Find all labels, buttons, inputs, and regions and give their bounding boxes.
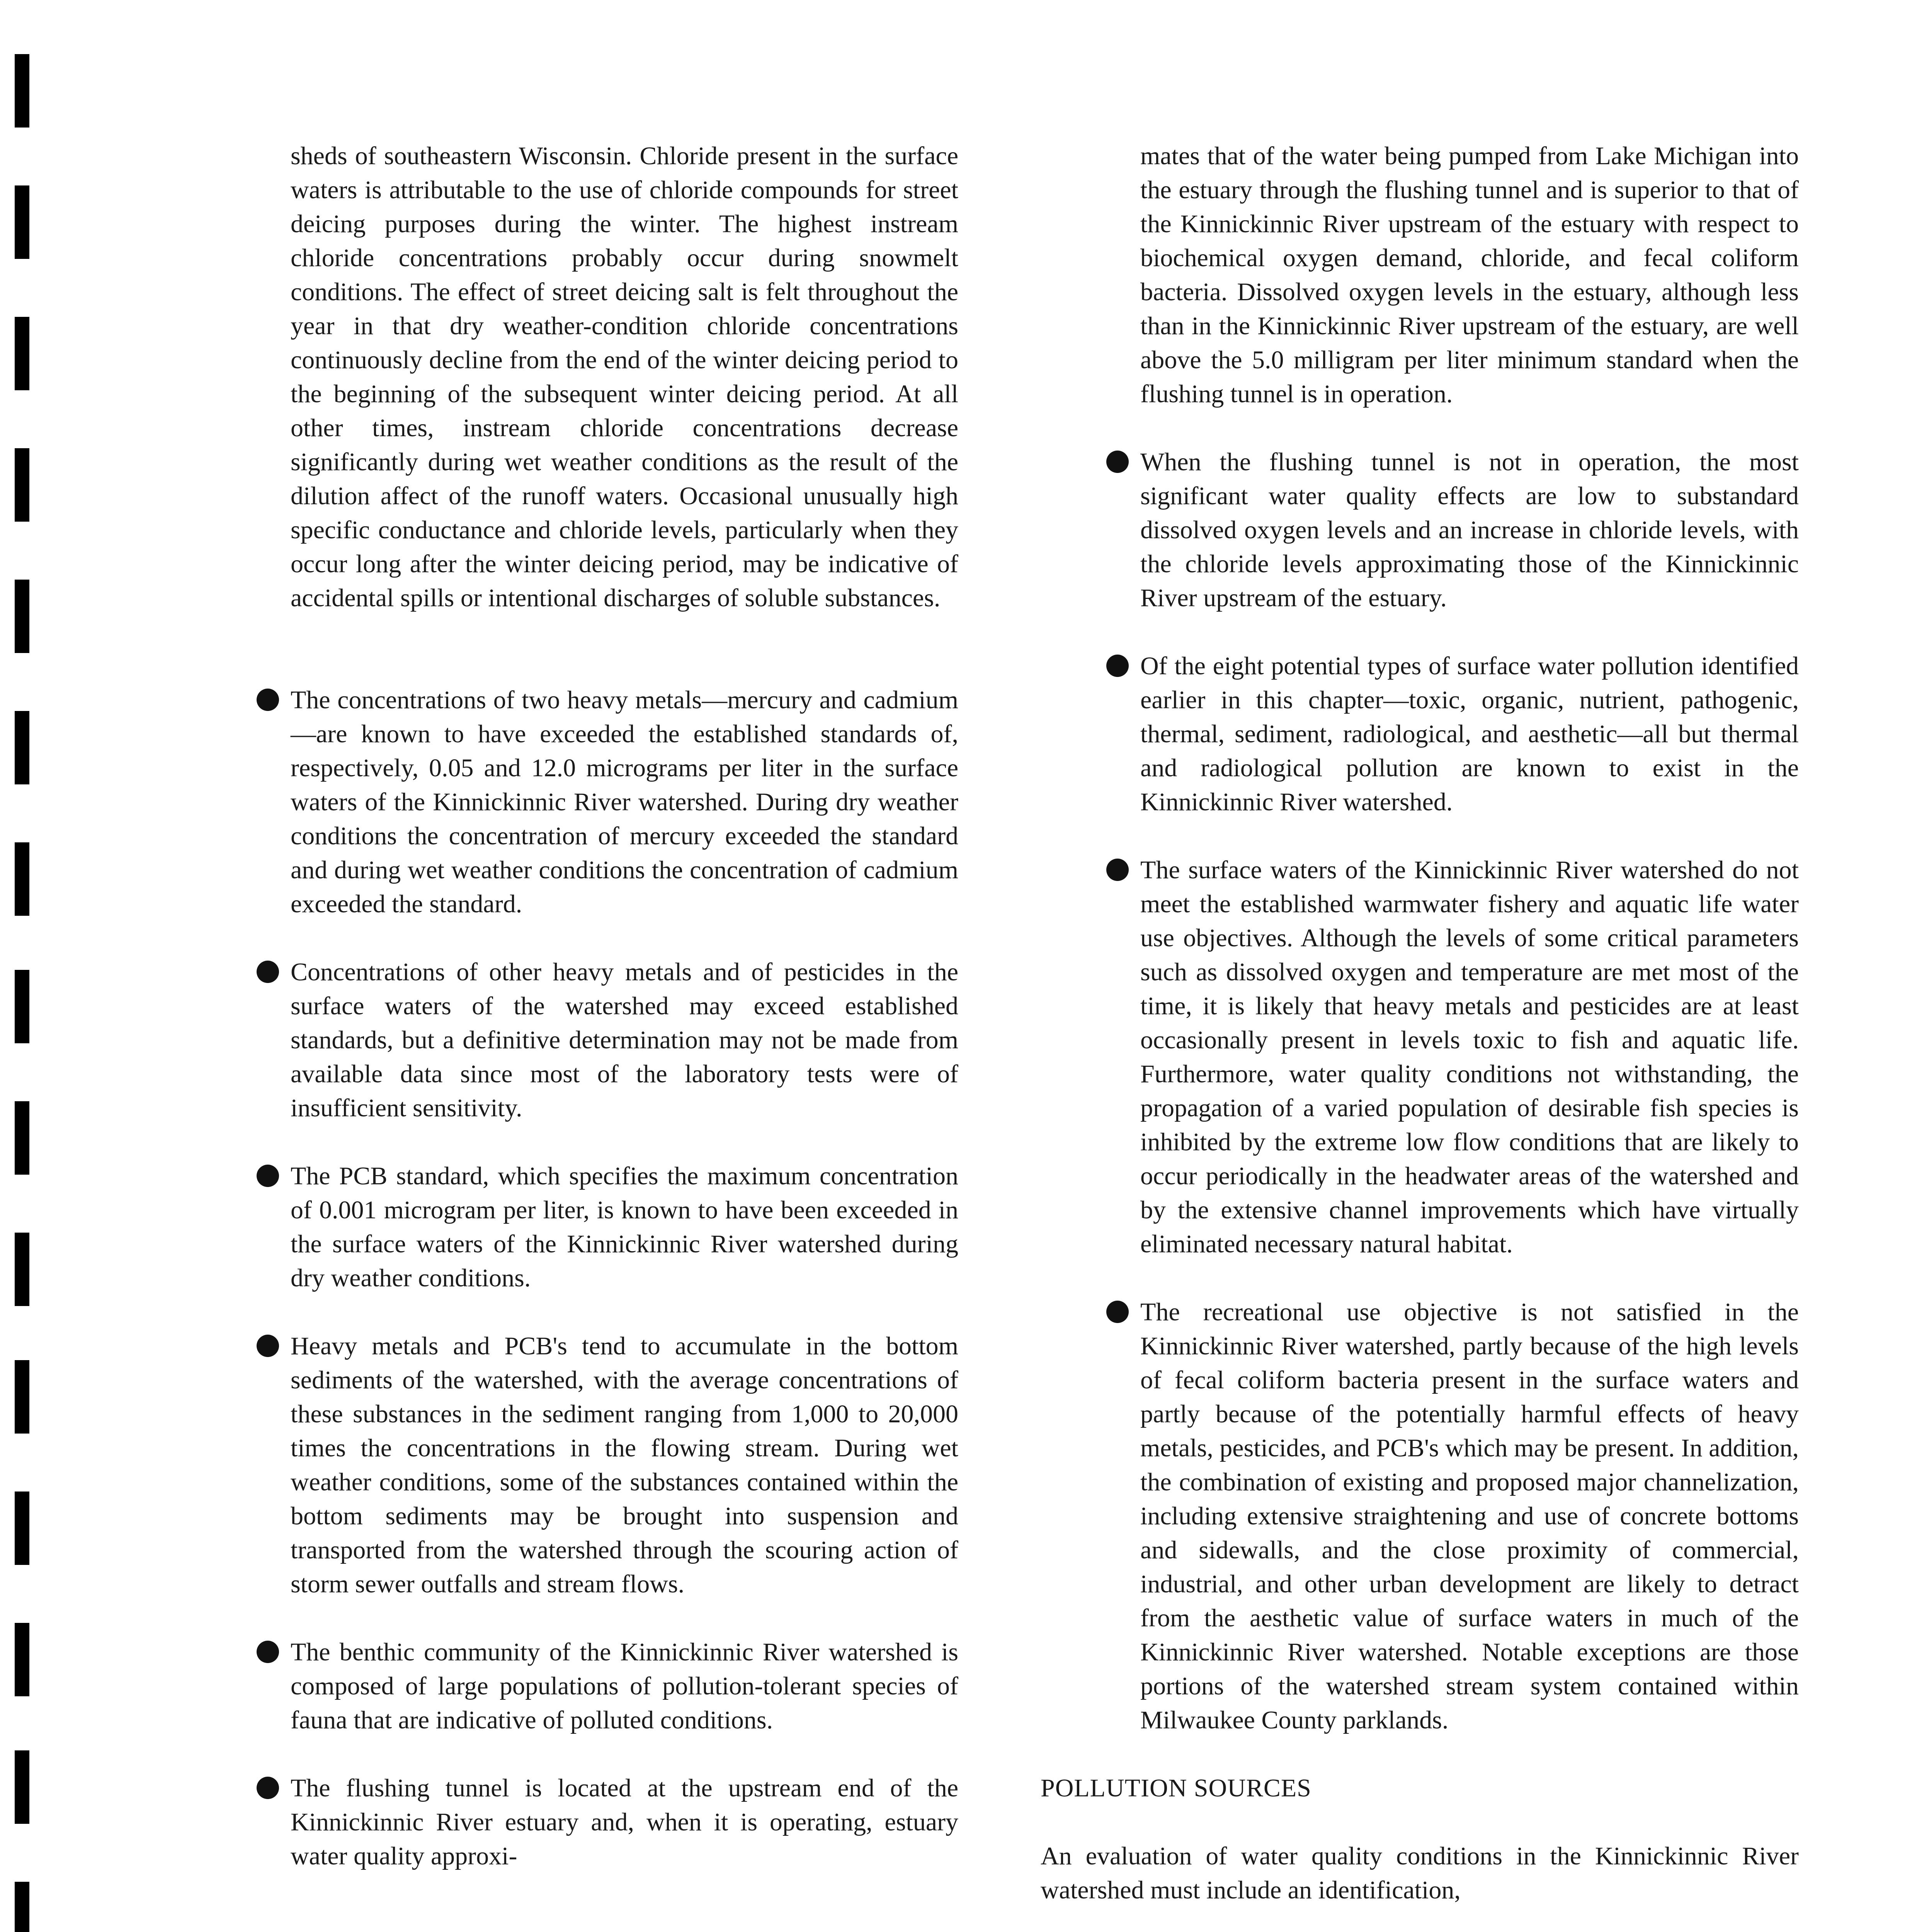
binding-mark bbox=[15, 711, 29, 784]
section-paragraph: An evaluation of water quality conditions in the Kinnickinnic River watershed must include an identification, bbox=[1041, 1842, 1799, 1904]
binding-mark bbox=[15, 842, 29, 916]
right-column bbox=[1041, 139, 1799, 1932]
bullet-text: The PCB standard, which specifies the maximum concentration of 0.001 microgram per liter, is known to have been exceeded in the surface waters of the Kinnickinnic River watershed during dry weather conditions. bbox=[291, 1162, 958, 1292]
bullet-item bbox=[1140, 1295, 1799, 1737]
section-heading: POLLUTION SOURCES bbox=[1041, 1774, 1311, 1802]
binding-mark bbox=[15, 1492, 29, 1565]
bullet-dot-icon bbox=[1106, 655, 1129, 677]
bullet-text: The flushing tunnel is located at the upstream end of the Kinnickinnic River estuary and, when it is operating, estuary water quality approxi- bbox=[291, 1774, 958, 1870]
bullet-item bbox=[291, 683, 958, 921]
intro-paragraph: sheds of southeastern Wisconsin. Chloride present in the surface waters is attributable to the use of chloride compounds for street deicing purposes during the winter. The highest instream chloride concentrations probably occur during snowmelt conditions. The effect of street deicing salt is felt throughout the year in that dry weather-condition chloride concentrations continuously decline from the end of the winter deicing period to the beginning of the subsequent winter deicing period. At all other times, instream chloride concentrations decrease significantly during wet weather conditions as the result of the dilution affect of the runoff waters. Occasional unusually high specific conductance and chloride levels, particularly when they occur long after the winter deicing period, may be indicative of accidental spills or intentional discharges of soluble substances. bbox=[291, 142, 958, 612]
bullet-text: The recreational use objective is not satisfied in the Kinnickinnic River watershed, partly because of the high levels of fecal coliform bacteria present in the surface waters and partly because of the potentially harmful effects of heavy metals, pesticides, and PCB's which may be present. In addition, the combination of existing and proposed major channelization, including extensive straightening and use of concrete bottoms and sidewalls, and the close proximity of commercial, industrial, and other urban development are likely to detract from the aesthetic value of surface waters in much of the Kinnickinnic River watershed. Notable exceptions are those portions of the watershed stream system contained within Milwaukee County parklands. bbox=[1140, 1298, 1799, 1734]
bullet-item bbox=[1140, 853, 1799, 1261]
bullet-item bbox=[291, 1329, 958, 1601]
bullet-dot-icon bbox=[257, 1641, 279, 1663]
bullet-dot-icon bbox=[257, 689, 279, 711]
bullet-dot-icon bbox=[257, 1777, 279, 1799]
binding-mark bbox=[15, 317, 29, 390]
bullet-text: Heavy metals and PCB's tend to accumulate in the bottom sediments of the watershed, with the average concentrations of these substances in the sediment ranging from 1,000 to 20,000 times the concentrations in the flowing stream. During wet weather conditions, some of the substances contained within the bottom sediments may be brought into suspension and transported from the watershed through the scouring action of storm sewer outfalls and stream flows. bbox=[291, 1332, 958, 1598]
binding-mark bbox=[15, 1233, 29, 1306]
binding-mark bbox=[15, 1623, 29, 1696]
bullet-dot-icon bbox=[1106, 1301, 1129, 1323]
bullet-text: Of the eight potential types of surface water pollution identified earlier in this chapter—toxic, organic, nutrient, pathogenic, thermal, sediment, radiological, and aesthetic—all but thermal and radiological pollution are known to exist in the Kinnickinnic River watershed. bbox=[1140, 652, 1799, 816]
bullet-dot-icon bbox=[257, 1165, 279, 1187]
binding-mark bbox=[15, 970, 29, 1043]
binding-mark bbox=[15, 580, 29, 653]
bullet-item bbox=[1140, 649, 1799, 819]
bullet-text: The benthic community of the Kinnickinnic River watershed is composed of large populations of pollution-tolerant species of fauna that are indicative of polluted conditions. bbox=[291, 1638, 958, 1734]
binding-mark bbox=[15, 1750, 29, 1824]
bullet-dot-icon bbox=[1106, 451, 1129, 473]
binding-mark bbox=[15, 185, 29, 259]
bullet-item bbox=[1140, 445, 1799, 615]
binding-marks bbox=[0, 0, 46, 1932]
bullet-text: Concentrations of other heavy metals and of pesticides in the surface waters of the watershed may exceed established standards, but a definitive determination may not be made from available data since most of the laboratory tests were of insufficient sensitivity. bbox=[291, 958, 958, 1122]
binding-mark bbox=[15, 1101, 29, 1175]
binding-mark bbox=[15, 54, 29, 128]
bullet-item bbox=[291, 955, 958, 1125]
bullet-text: When the flushing tunnel is not in operation, the most significant water quality effects are low to substandard dissolved oxygen levels and an increase in chloride levels, with the chloride levels approximating those of the Kinnickinnic River upstream of the estuary. bbox=[1140, 448, 1799, 612]
binding-mark bbox=[15, 448, 29, 522]
bullet-text: The concentrations of two heavy metals—mercury and cadmium—are known to have exceeded the established standards of, respectively, 0.05 and 12.0 micrograms per liter in the surface waters of the Kinnickinnic River watershed. During dry weather conditions the concentration of mercury exceeded the standard and during wet weather conditions the concentration of cadmium exceeded the standard. bbox=[291, 686, 958, 918]
left-column bbox=[291, 139, 958, 1907]
bullet-item bbox=[291, 1635, 958, 1737]
bullet-item bbox=[291, 1771, 958, 1873]
bullet-item bbox=[291, 1159, 958, 1295]
bullet-dot-icon bbox=[1106, 859, 1129, 881]
continuation-paragraph: mates that of the water being pumped from Lake Michigan into the estuary through the flushing tunnel and is superior to that of the Kinnickinnic River upstream of the estuary with respect to biochemical oxygen demand, chloride, and fecal coliform bacteria. Dissolved oxygen levels in the estuary, although less than in the Kinnickinnic River upstream of the estuary, are well above the 5.0 milligram per liter minimum standard when the flushing tunnel is in operation. bbox=[1140, 142, 1799, 408]
binding-mark bbox=[15, 1360, 29, 1434]
bullet-text: The surface waters of the Kinnickinnic River watershed do not meet the established warmwater fishery and aquatic life water use objectives. Although the levels of some critical parameters such as dissolved oxygen and temperature are met most of the time, it is likely that heavy metals and pesticides are at least occasionally present in levels toxic to fish and aquatic life. Furthermore, water quality conditions not withstanding, the propagation of a varied population of desirable fish species is inhibited by the extreme low flow conditions that are likely to occur periodically in the headwater areas of the watershed and by the extensive channel improvements which have virtually eliminated necessary natural habitat. bbox=[1140, 856, 1799, 1258]
bullet-dot-icon bbox=[257, 1335, 279, 1357]
bullet-dot-icon bbox=[257, 961, 279, 983]
binding-mark bbox=[15, 1882, 29, 1932]
